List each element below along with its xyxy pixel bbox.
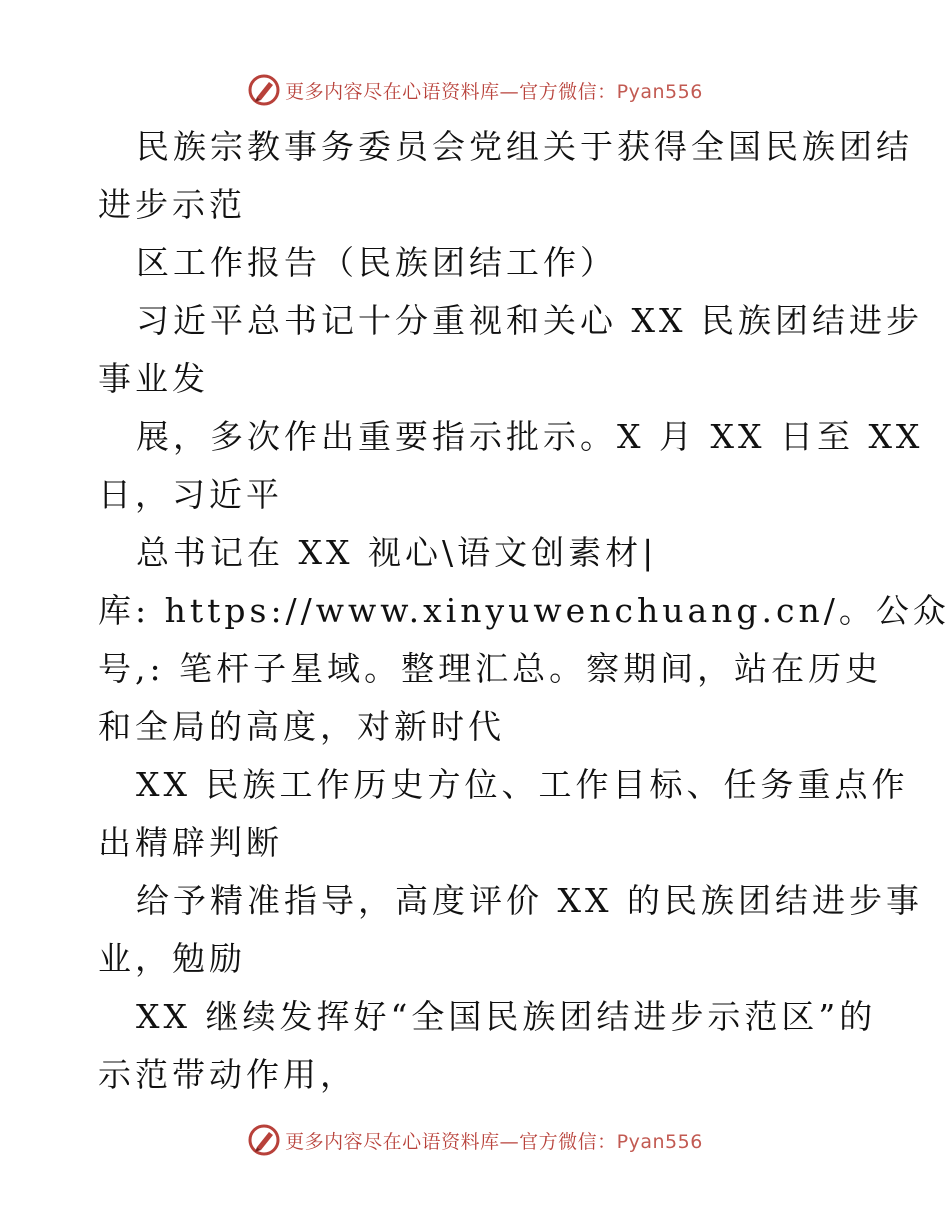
document-line: 事业发: [98, 359, 209, 398]
document-line: 给予精准指导，高度评价 XX 的民族团结进步事: [136, 881, 923, 920]
document-line: 习近平总书记十分重视和关心 XX 民族团结进步: [136, 301, 923, 340]
document-line: 进步示范: [98, 185, 246, 224]
header-wechat-id: Pyan556: [616, 80, 703, 103]
document-line: 民族宗教事务委员会党组关于获得全国民族团结: [136, 127, 913, 166]
document-line: XX 继续发挥好“全国民族团结进步示范区”的: [136, 997, 877, 1036]
document-line: 和全局的高度，对新时代: [98, 707, 505, 746]
document-line: 出精辟判断: [98, 823, 283, 862]
document-line: 展，多次作出重要指示批示。X 月 XX 日至 XX: [136, 417, 924, 456]
footer-banner-label: 更多内容尽在心语资料库—官方微信：: [285, 1130, 617, 1153]
footer-banner: [0, 1120, 950, 1160]
document-body: [98, 118, 950, 1104]
document-line: 总书记在 XX 视心\语文创素材|: [136, 533, 658, 572]
footer-wechat-id: Pyan556: [616, 1130, 703, 1153]
header-banner-label: 更多内容尽在心语资料库—官方微信：: [285, 80, 617, 103]
document-line: 日，习近平: [98, 475, 283, 514]
document-line: 库: https://www.xinyuwenchuang.cn/。公众: [98, 591, 950, 630]
document-line: 业，勉励: [98, 939, 246, 978]
document-line: 号,: 笔杆子星域。整理汇总。察期间，站在历史: [98, 649, 883, 688]
writing-brush-logo-icon: [247, 73, 281, 107]
document-line: XX 民族工作历史方位、工作目标、任务重点作: [136, 765, 909, 804]
footer-banner-text: [285, 1127, 703, 1154]
writing-brush-logo-icon: [247, 1123, 281, 1157]
header-banner-text: [285, 77, 703, 104]
header-banner: [0, 70, 950, 110]
document-line: 示范带动作用，: [98, 1055, 357, 1094]
document-line: 区工作报告（民族团结工作）: [136, 243, 617, 282]
